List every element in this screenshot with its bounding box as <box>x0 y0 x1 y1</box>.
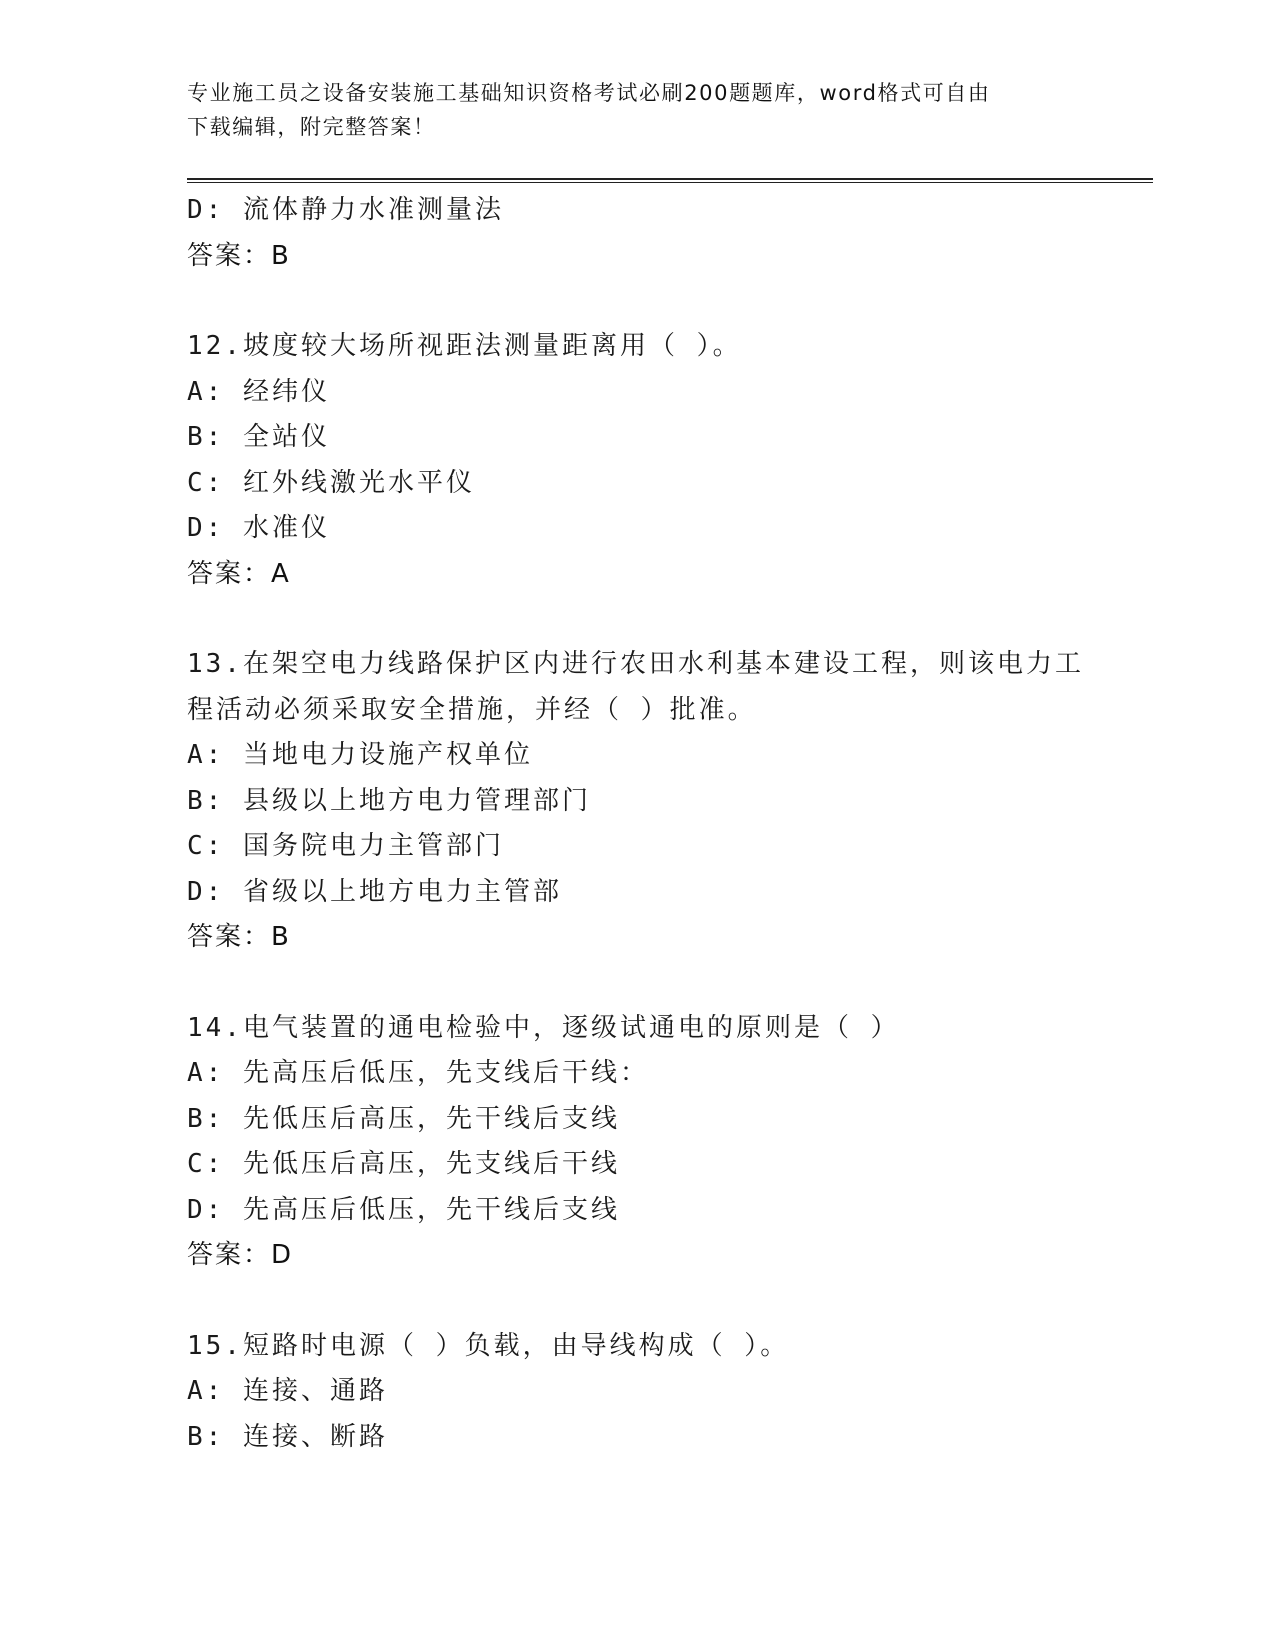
q12-option-d: D: 水准仪 <box>187 513 330 543</box>
q14-option-b: B: 先低压后高压，先干线后支线 <box>187 1103 620 1134</box>
spacer <box>187 597 1147 642</box>
q14-option-d: D: 先高压后低压，先干线后支线 <box>187 1194 620 1225</box>
q12-answer: 答案：A <box>187 558 291 589</box>
q13-option-a: A: 当地电力设施产权单位 <box>187 740 533 770</box>
q13-option-b: B: 县级以上地方电力管理部门 <box>187 785 591 816</box>
prev-answer: 答案：B <box>187 240 291 271</box>
header-line-2: 下载编辑，附完整答案！ <box>187 115 436 139</box>
spacer <box>187 1279 1147 1324</box>
q14-stem: 14.电气装置的通电检验中，逐级试通电的原则是（ ） <box>187 1012 900 1043</box>
header-line-1: 专业施工员之设备安装施工基础知识资格考试必刷200题题库，word格式可自由 <box>187 81 991 105</box>
q15-option-a: A: 连接、通路 <box>187 1376 388 1406</box>
q15-stem: 15.短路时电源（ ）负载，由导线构成（ ）。 <box>187 1330 790 1361</box>
q13-stem-line-1: 13.在架空电力线路保护区内进行农田水利基本建设工程，则该电力工 <box>187 649 1084 679</box>
prev-option-d: D: 流体静力水准测量法 <box>187 195 504 225</box>
spacer <box>187 961 1147 1006</box>
q12-option-a: A: 经纬仪 <box>187 376 330 407</box>
q13-answer: 答案：B <box>187 922 291 952</box>
q15-option-b: B: 连接、断路 <box>187 1421 388 1452</box>
q14-option-c: C: 先低压后高压，先支线后干线 <box>187 1149 620 1179</box>
q13-option-d: D: 省级以上地方电力主管部 <box>187 876 562 907</box>
header-divider <box>187 178 1153 183</box>
q12-option-b: B: 全站仪 <box>187 422 330 452</box>
q13-option-c: C: 国务院电力主管部门 <box>187 831 504 861</box>
question-content <box>187 188 1147 1460</box>
q12-stem: 12.坡度较大场所视距法测量距离用（ ）。 <box>187 331 742 361</box>
page-header <box>187 76 1087 144</box>
q13-stem-line-2: 程活动必须采取安全措施，并经（ ）批准。 <box>187 694 757 725</box>
q14-option-a: A: 先高压后低压，先支线后干线： <box>187 1058 649 1088</box>
spacer <box>187 279 1147 324</box>
q14-answer: 答案：D <box>187 1240 294 1270</box>
q12-option-c: C: 红外线激光水平仪 <box>187 467 475 498</box>
